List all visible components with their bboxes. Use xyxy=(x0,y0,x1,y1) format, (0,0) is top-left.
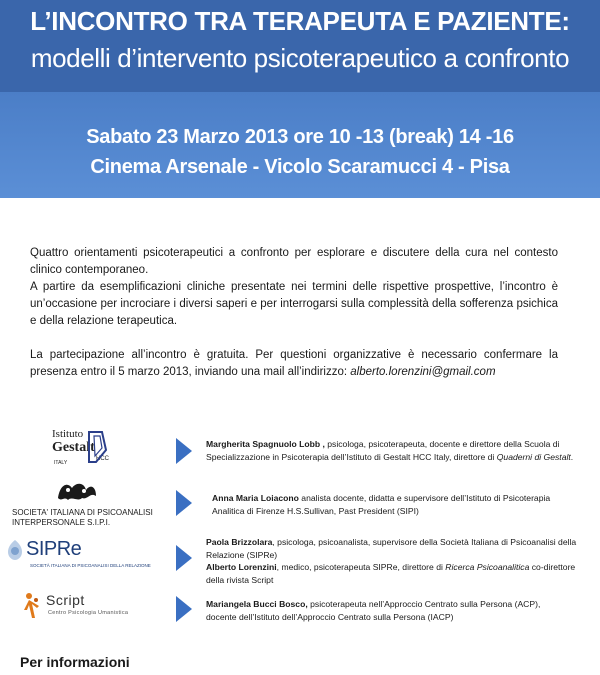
arrow-icon xyxy=(176,596,192,622)
gestalt-logo-line-1: Istituto xyxy=(52,428,84,440)
sipre-mark-icon xyxy=(4,538,26,562)
logo-script xyxy=(20,590,170,626)
speaker-bio: , psicologa, psicoanalista, supervisore della Società Italiana di Psicoanalisi della Relazione (SIPRe) xyxy=(206,537,577,560)
speaker-bio-end: . xyxy=(570,451,574,462)
registration-text: La partecipazione all’incontro è gratuita. Per questioni organizzative è necessario confermare la presenza entro il 5 marzo 2013, inviando una mail all’indirizzo: xyxy=(30,349,558,378)
sipi-logo-line-1: SOCIETA' ITALIANA DI PSICOANALISI xyxy=(12,508,153,517)
sipre-logo-tagline: SOCIETÀ ITALIANA DI PSICOANALISI DELLA RELAZIONE xyxy=(30,563,151,568)
speaker-name: Margherita Spagnuolo Lobb , xyxy=(206,439,325,449)
speaker-bio: analista docente, didatta e supervisore dell’Istituto di Psicoterapia Analitica di Firenze H.S.Sullivan, Past President (SIPI) xyxy=(212,493,551,516)
speaker-bio: psicologa, psicoterapeuta, docente e direttore della Scuola di Specializzazione in Psicoterapia dell’Istituto di Gestalt HCC Italy, direttore di xyxy=(206,439,560,462)
arrow-icon xyxy=(176,490,192,516)
speaker-name: Paola Brizzolara xyxy=(206,537,273,547)
gestalt-logo-line-2: Gestalt xyxy=(52,440,95,455)
title-line-1: L’INCONTRO TRA TERAPEUTA E PAZIENTE: xyxy=(30,6,570,36)
intro-paragraph-2: A partire da esemplificazioni cliniche presentate nei termini delle rispettive prospettive, l’incontro è un’occasione per incrociare i diversi saperi e per interrogarsi sulla complessità della sofferenza psichica e della relazione terapeutica. xyxy=(30,281,558,327)
speaker-brizzolara xyxy=(206,536,578,561)
intro-paragraph-1: Quattro orientamenti psicoterapeutici a confronto per esplorare e discutere della cura nel contesto clinico contemporaneo. xyxy=(30,247,558,276)
logo-sipi xyxy=(6,478,186,534)
title-header xyxy=(0,0,600,92)
gestalt-logo-line-3: HCC xyxy=(96,456,109,462)
speaker-lorenzini xyxy=(206,561,578,586)
script-logo-tagline: Centro Psicologia Umanistica xyxy=(48,610,129,616)
event-date: Sabato 23 Marzo 2013 ore 10 -13 (break) 14 -16 xyxy=(86,126,514,148)
journal-title: Quaderni di Gestalt xyxy=(496,451,571,462)
speaker-bio: psicoterapeuta nell’Approccio Centrato sulla Persona (ACP), docente dell’Istituto dell’Approccio Centrato sulla Persona (IACP) xyxy=(206,599,541,622)
intro-paragraph-3 xyxy=(30,347,558,381)
speaker-name: Alberto Lorenzini xyxy=(206,562,277,572)
title-line-2: modelli d’intervento psicoterapeutico a confronto xyxy=(30,43,570,73)
speaker-name: Mariangela Bucci Bosco, xyxy=(206,599,308,609)
gestalt-mark-icon xyxy=(86,430,108,464)
sipi-logo-line-2: INTERPERSONALE S.I.P.I. xyxy=(12,518,111,527)
logo-istituto-gestalt xyxy=(52,428,112,478)
info-heading: Per informazioni xyxy=(20,654,130,670)
event-info-band xyxy=(0,92,600,198)
arrow-icon xyxy=(176,545,192,571)
logo-sipre xyxy=(4,538,174,572)
speaker-bio-end: co-direttore della rivista Script xyxy=(206,562,576,585)
journal-title: Ricerca Psicoanalitica xyxy=(445,562,530,572)
script-figure-icon xyxy=(20,590,44,620)
sipre-logo-name: SIPRe xyxy=(26,538,82,560)
event-place: Cinema Arsenale - Vicolo Scaramucci 4 - Pisa xyxy=(90,156,510,178)
speaker-name: Anna Maria Loiacono xyxy=(212,493,299,503)
gestalt-logo-line-4: ITALY xyxy=(54,460,68,466)
contact-email[interactable]: alberto.lorenzini@gmail.com xyxy=(350,366,496,378)
speaker-bio: , medico, psicoterapeuta SIPRe, direttore di xyxy=(276,562,446,572)
speaker-loiacono xyxy=(212,492,582,517)
speaker-spagnuolo-lobb xyxy=(206,438,578,463)
script-logo-name: Script xyxy=(46,592,85,608)
intro-text xyxy=(30,245,558,381)
speaker-brizzolara-lorenzini xyxy=(206,536,578,586)
sipi-emblem-icon xyxy=(54,478,100,504)
speaker-bucci-bosco xyxy=(206,598,546,623)
arrow-icon xyxy=(176,438,192,464)
